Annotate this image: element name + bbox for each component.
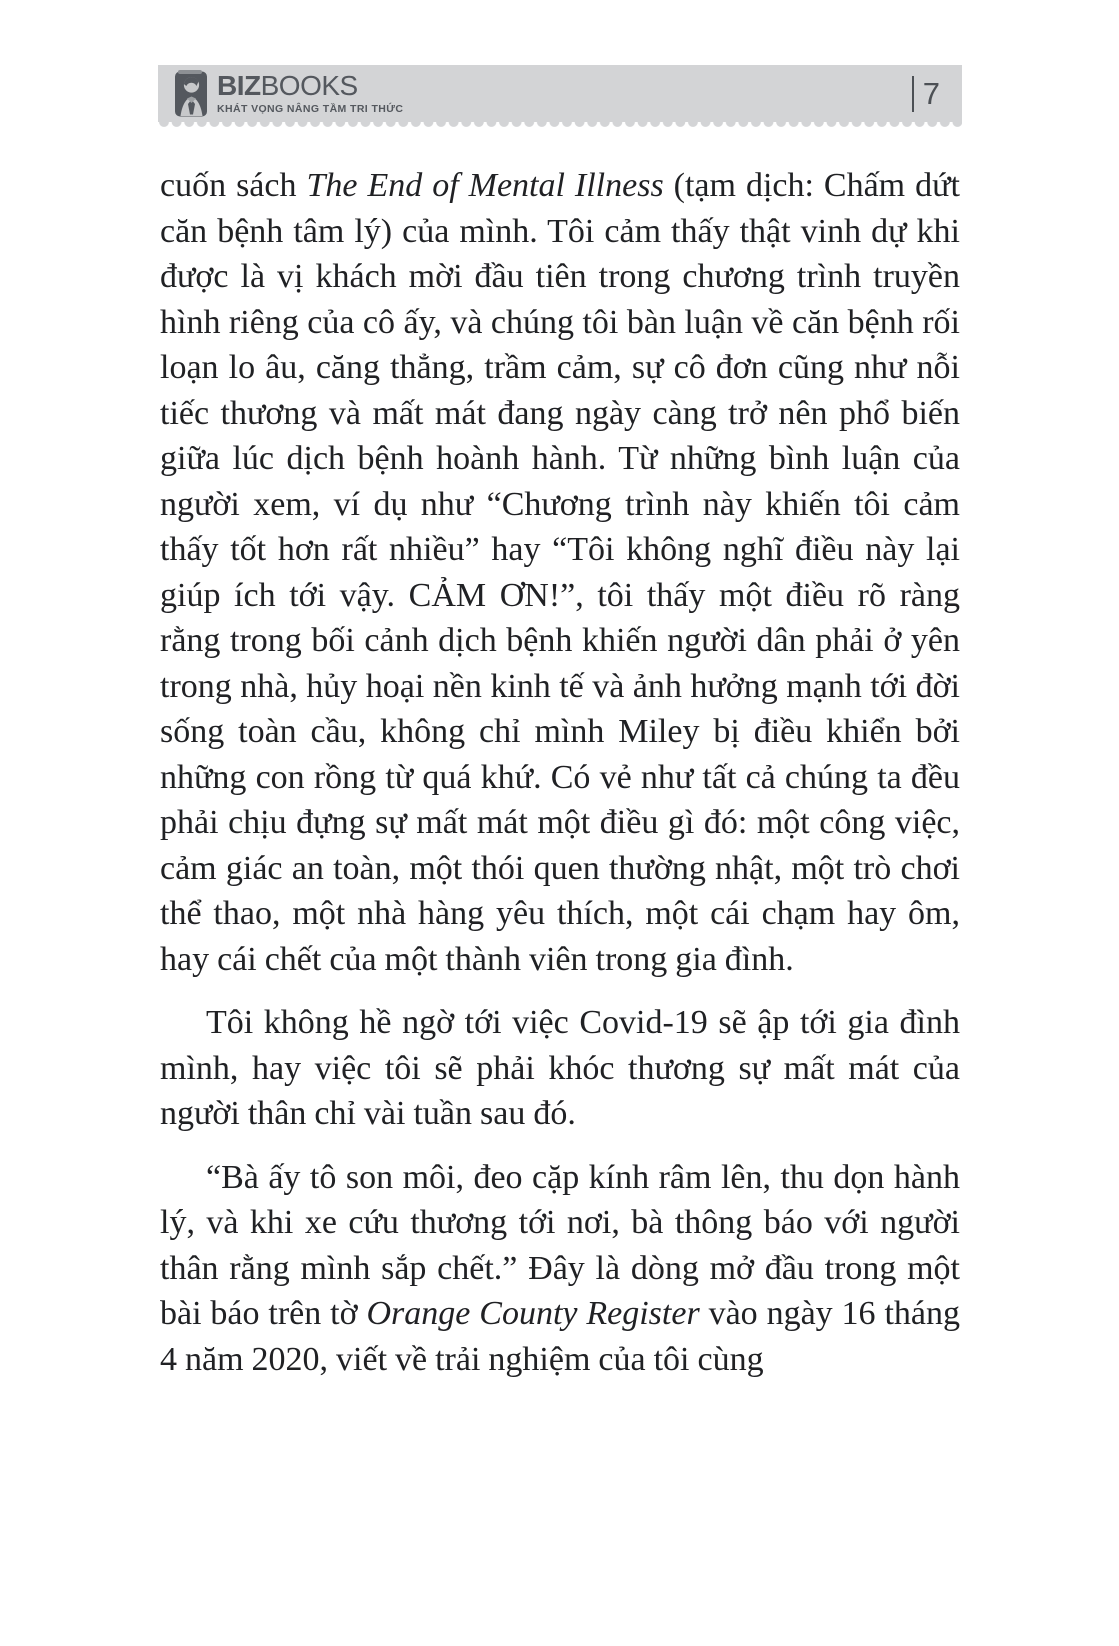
brand-name-biz: BIZ xyxy=(217,70,261,101)
header-perforated-edge xyxy=(158,122,962,129)
brand-name xyxy=(217,72,403,100)
italic-title-text: Orange County Register xyxy=(366,1295,700,1332)
bizbooks-logo xyxy=(175,70,403,117)
body-text: “Bà ấy tô son môi, đeo cặp kính râm lên, thu dọn hành lý, và khi xe cứu thương tới nơi, bà thông báo với người thân rằng mình sắp chết.” Đây là dòng mở đầu trong một bài báo trên tờ xyxy=(160,1158,960,1332)
body-text: Tôi không hề ngờ tới việc Covid-19 sẽ ập tới gia đình mình, hay việc tôi sẽ phải khóc thương sự mất mát của người thân chỉ vài tuần sau đó. xyxy=(160,1004,960,1132)
bizbooks-book-figure-icon xyxy=(175,70,207,117)
italic-title-text: The End of Mental Illness xyxy=(306,167,664,204)
page-number-separator xyxy=(912,76,914,112)
brand-block xyxy=(217,72,403,115)
page-number: 7 xyxy=(922,75,940,111)
body-text: cuốn sách xyxy=(160,167,307,204)
brand-tagline: KHÁT VỌNG NÂNG TẦM TRI THỨC xyxy=(217,103,404,115)
page-body xyxy=(160,163,960,1382)
paragraph xyxy=(160,163,960,982)
page-number-block xyxy=(912,76,940,112)
publisher-header-bar xyxy=(158,65,962,122)
paragraph xyxy=(160,1155,960,1383)
paragraph xyxy=(160,1000,960,1137)
brand-name-books: BOOKS xyxy=(260,70,358,101)
body-text: (tạm dịch: Chấm dứt căn bệnh tâm lý) của mình. Tôi cảm thấy thật vinh dự khi được là vị khách mời đầu tiên trong chương trình truyền hình riêng của cô ấy, và chúng tôi bàn luận về căn bệnh rối loạn lo âu, căng thẳng, trầm cảm, sự cô đơn cũng như nỗi tiếc thương và mất mát đang ngày càng trở nên phổ biến giữa lúc dịch bệnh hoành hành. Từ những bình luận của người xem, ví dụ như “Chương trình này khiến tôi cảm thấy tốt hơn rất nhiều” hay “Tôi không nghĩ điều này lại giúp ích tới vậy. CẢM ƠN!”, tôi thấy một điều rõ ràng rằng trong bối cảnh dịch bệnh khiến người dân phải ở yên trong nhà, hủy hoại nền kinh tế và ảnh hưởng mạnh tới đời sống toàn cầu, không chỉ mình Miley bị điều khiển bởi những con rồng từ quá khứ. Có vẻ như tất cả chúng ta đều phải chịu đựng sự mất mát một điều gì đó: một công việc, cảm giác an toàn, một thói quen thường nhật, một trò chơi thể thao, một nhà hàng yêu thích, một cái chạm hay ôm, hay cái chết của một thành viên trong gia đình. xyxy=(160,167,960,978)
body-text: vào ngày 16 tháng 4 năm 2020, viết về trải nghiệm của tôi cùng xyxy=(160,1295,960,1378)
